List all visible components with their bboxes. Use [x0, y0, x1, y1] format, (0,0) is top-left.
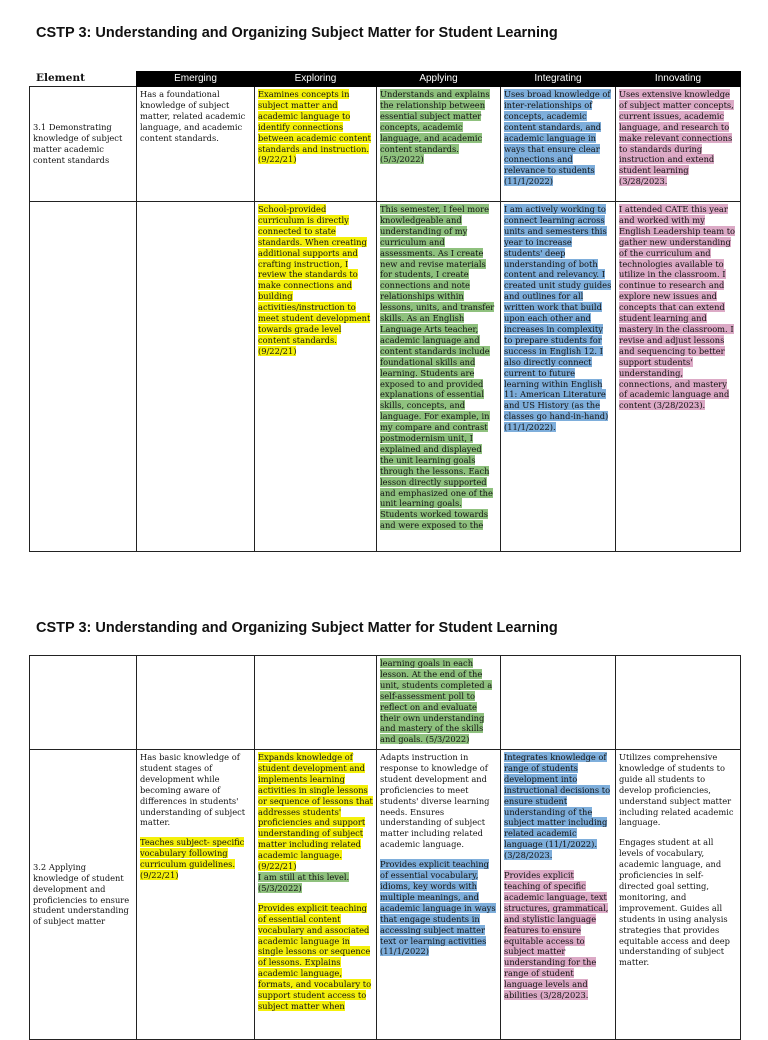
highlighted-text: Teaches subject- specific vocabulary following curriculum guidelines. (9/22/21) — [140, 837, 245, 881]
column-header-exploring: Exploring — [255, 72, 377, 87]
table-row — [30, 656, 741, 750]
highlighted-text: Provides explicit teaching of essential vocabulary, idioms, key words with multiple meanings, and academic language in ways that engage students in accessing subject matter text or learning activities (11/1/2022) — [380, 859, 496, 957]
table-row — [30, 87, 741, 202]
element-label-3-2: 3.2 Applying knowledge of student development and proficiencies to ensure student understanding of subject matter — [33, 861, 130, 927]
cstp3-table-page2 — [29, 655, 741, 1040]
page-title-repeat: CSTP 3: Understanding and Organizing Subject Matter for Student Learning — [36, 620, 558, 636]
highlighted-text: Understands and explains the relationship between essential subject matter concepts, academic language, and academic content standards. (5/3/2022) — [380, 89, 490, 165]
highlighted-text: This semester, I feel more knowledgeable and understanding of my curriculum and assessments. As I create new and revise materials for students, I create connections and note relationships within lessons, units, and transfer skills. As an English Language Arts teacher, academic language and content standards include foundational skills and learning. Students are exposed to and provided explanations of essential skills, concepts, and language. For example, in my compare and contrast postmodernism unit, I explained and displayed the unit learning goals through the lessons. Each lesson directly supported and emphasized one of the unit learning goals. Students worked towards and were exposed to the — [380, 204, 495, 531]
cell-innovating — [616, 87, 741, 202]
element-label-3-1: 3.1 Demonstrating knowledge of subject matter academic content standards — [33, 122, 123, 165]
highlighted-text: Uses extensive knowledge of subject matter concepts, current issues, academic language, and research to make relevant connections to standards during instruction and extend student learning (3/28/2023. — [619, 89, 734, 187]
cell-applying: Adapts instruction in response to knowledge of student development and proficiencies to meet students' diverse learning needs. Ensures understanding of subject matter including related academic language. Provides explicit teaching of essential vocabulary, idioms, key words with multiple meanings, and academic language in ways that engage students in accessing subject matter text or learning activities (11/1/2022) — [377, 750, 501, 1040]
element-cell-blank — [30, 202, 137, 552]
cstp3-table-page1 — [29, 71, 741, 552]
element-cell-blank — [30, 656, 137, 750]
highlighted-text: I am still at this level. (5/3/2022) — [258, 871, 350, 893]
cell-innovating: Utilizes comprehensive knowledge of students to guide all students to develop proficiencies, understand subject matter including related academic language. Engages student at all levels of vocabulary, academic language, and proficiencies in self-directed goal setting, monitoring, and improvement. Guides all students in using analysis strategies that provides equitable access and deep understanding of subject matter. — [616, 750, 741, 1040]
highlighted-text: learning goals in each lesson. At the end of the unit, students completed a self-assessment poll to reflect on and evaluate their own understanding and mastery of the skills and goals. (5/3/2022) — [380, 658, 493, 745]
cell-integrating — [501, 656, 616, 750]
highlighted-text: Provides explicit teaching of essential content vocabulary and associated academic language in single lessons or sequence of lessons. Explains academic language, formats, and vocabulary to support student access to subject matter when — [258, 902, 372, 1011]
highlighted-text: Expands knowledge of student development and implements learning activities in single lessons or sequence of lessons that addresses students' proficiencies and support understanding of subject matter including related academic language. (9/22/21) — [258, 752, 373, 872]
cell-exploring — [255, 656, 377, 750]
column-header-applying: Applying — [377, 72, 501, 87]
cell-integrating-evidence — [501, 202, 616, 552]
highlighted-text: Provides explicit teaching of specific academic language, text structures, grammatical, and stylistic language features to ensure equitable access to subject matter understanding for the range of student language levels and abilities (3/28/2023. — [504, 870, 609, 1001]
table-row — [30, 750, 741, 1040]
cell-exploring-evidence — [255, 202, 377, 552]
highlighted-text: Uses broad knowledge of inter-relationships of concepts, academic content standards, and academic language in ways that ensure clear connections and relevance to students (11/1/2022) — [504, 89, 611, 187]
highlighted-text: School-provided curriculum is directly connected to state standards. When creating additional supports and crafting instruction, I review the standards to make connections and building activities/instruction to meet student development towards grade level content standards. (9/22/21) — [258, 204, 371, 356]
cell-exploring — [255, 750, 377, 1040]
cell-applying — [377, 87, 501, 202]
cell-integrating — [501, 87, 616, 202]
cell-exploring — [255, 87, 377, 202]
highlighted-text: I am actively working to connect learning across units and semesters this year to increase students' deep understanding of both content and relevancy. I created unit study guides and outlines for all written work that build upon each other and increases in complexity to prepare students for success in English 12. I also directly connect current to future learning within English 11: American Literature and US History (as the classes go hand-in-hand) (11/1/2022). — [504, 204, 612, 433]
header-blank — [30, 72, 137, 87]
cell-applying-evidence — [377, 202, 501, 552]
element-cell-3-2 — [30, 750, 137, 1040]
highlighted-text: I attended CATE this year and worked with my English Leadership team to gather new understanding of the curriculum and technologies available to utilize in the classroom. I continue to research and explore new issues and concepts that can extend student learning and mastery in the classroom. I revise and adjust lessons and sequencing to better support students' understanding, connections, and mastery of academic language and content (3/28/2023). — [619, 204, 736, 411]
cell-innovating-evidence — [616, 202, 741, 552]
cell-emerging: Has basic knowledge of student stages of development while becoming aware of differences in students' understanding of subject matter. Teaches subject- specific vocabulary following curriculum guidelines. (9/22/21) — [137, 750, 255, 1040]
column-header-emerging: Emerging — [137, 72, 255, 87]
column-header-integrating: Integrating — [501, 72, 616, 87]
cell-emerging — [137, 202, 255, 552]
page-title: CSTP 3: Understanding and Organizing Subject Matter for Student Learning — [36, 25, 558, 41]
cell-innovating — [616, 656, 741, 750]
cell-emerging — [137, 656, 255, 750]
cell-emerging: Has a foundational knowledge of subject matter, related academic language, and academic content standards. — [137, 87, 255, 202]
element-header: Element — [36, 72, 85, 84]
table-row — [30, 202, 741, 552]
highlighted-text: Integrates knowledge of range of students development into instructional decisions to ensure student understanding of the subject matter including related academic language (11/1/2022). (3/28/2023. — [504, 752, 611, 861]
column-header-innovating: Innovating — [616, 72, 741, 87]
highlighted-text: Examines concepts in subject matter and academic language to identify connections between academic content standards and instruction. (9/22/21) — [258, 89, 371, 165]
cell-applying-continued — [377, 656, 501, 750]
element-cell-3-1 — [30, 87, 137, 202]
cell-integrating — [501, 750, 616, 1040]
